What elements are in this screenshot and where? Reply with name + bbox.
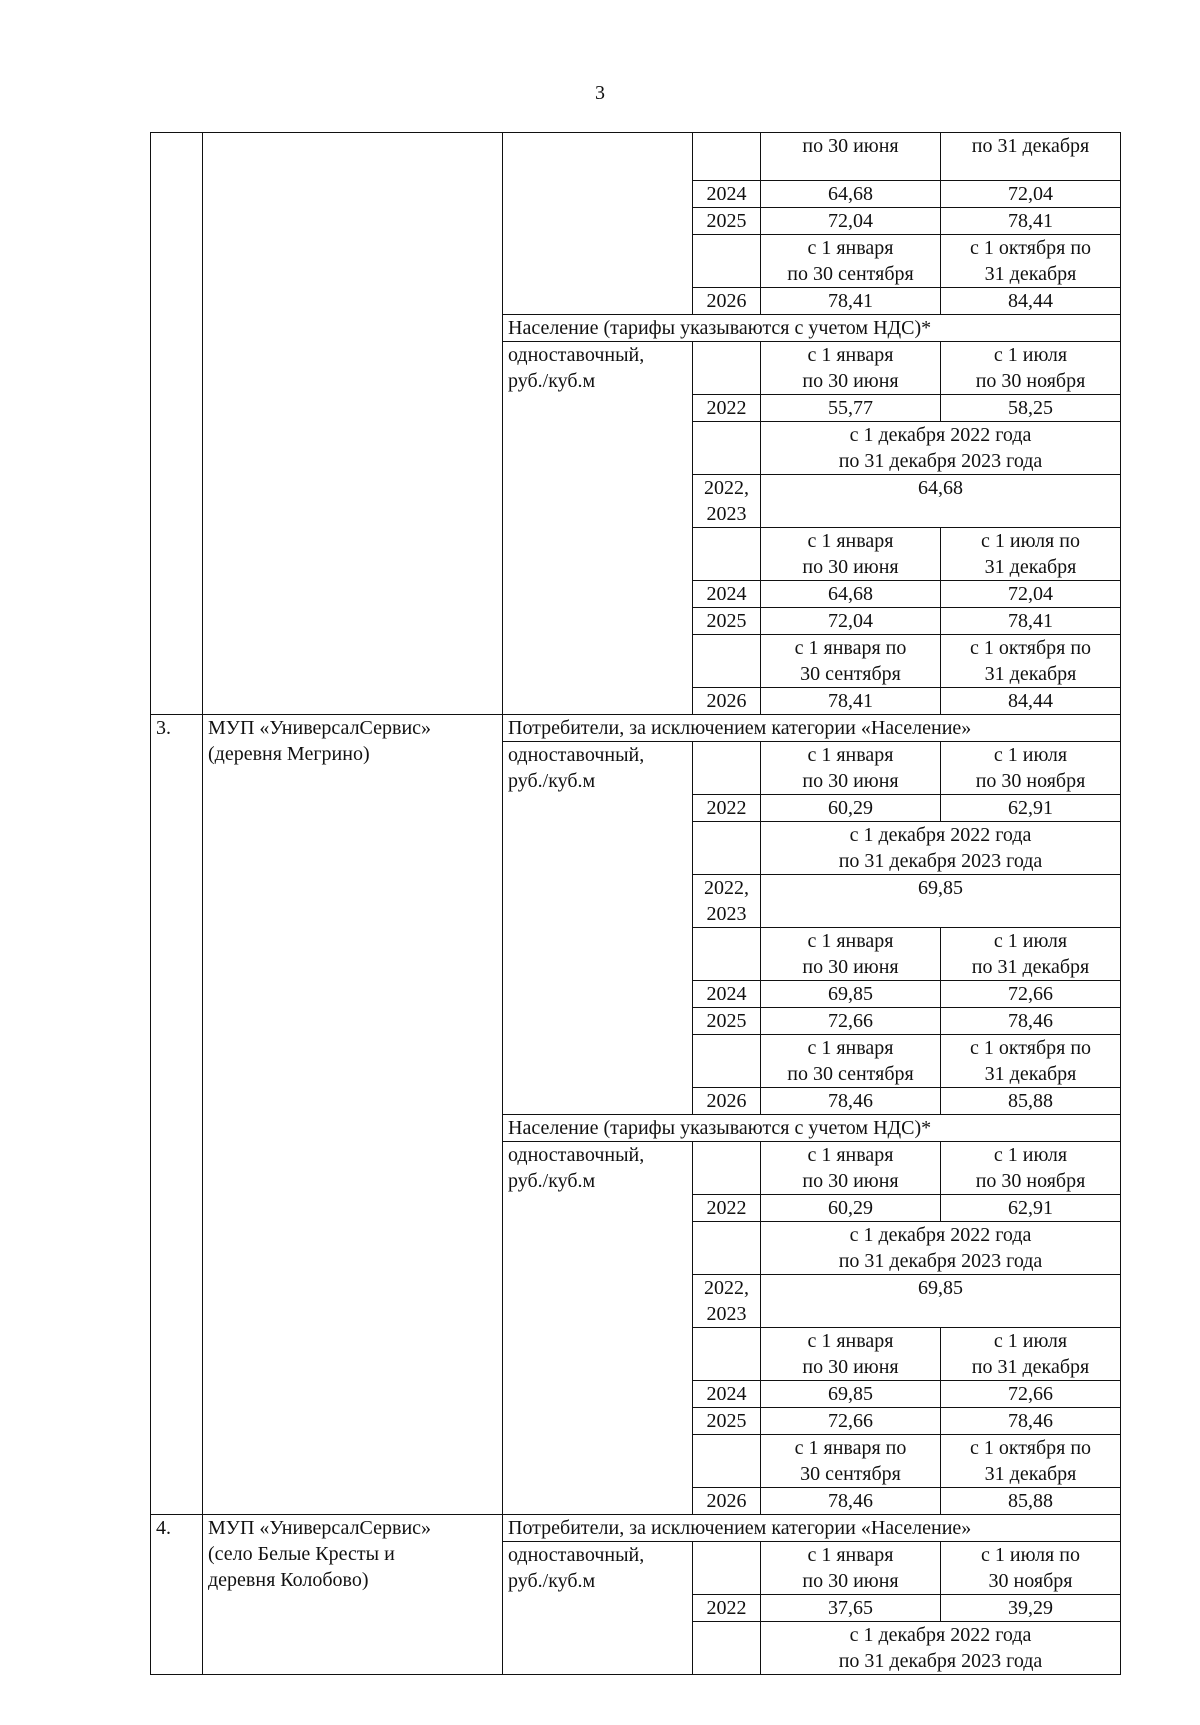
row-number: 4.	[151, 1515, 203, 1675]
tariff-value: 60,29	[761, 1195, 941, 1222]
tariff-value: 78,46	[941, 1408, 1121, 1435]
page-number: 3	[595, 82, 605, 104]
year-cell	[693, 742, 761, 795]
year-cell	[693, 1622, 761, 1675]
table-row	[151, 715, 1121, 742]
period-cell: по 30 июня	[761, 133, 941, 181]
period-cell: с 1 июля по 30 ноября	[941, 1542, 1121, 1595]
period-cell: с 1 июля по 30 ноября	[941, 342, 1121, 395]
year-cell	[693, 822, 761, 875]
year-cell	[693, 342, 761, 395]
year-cell: 2025	[693, 1008, 761, 1035]
period-cell: с 1 января по 30 июня	[761, 1542, 941, 1595]
year-cell	[693, 235, 761, 288]
year-cell: 2022	[693, 1195, 761, 1222]
year-cell	[693, 928, 761, 981]
year-cell	[693, 528, 761, 581]
tariff-value: 69,85	[761, 1381, 941, 1408]
tariff-value: 78,41	[941, 208, 1121, 235]
tariff-type: одноставочный, руб./куб.м	[503, 1142, 693, 1515]
year-cell: 2025	[693, 208, 761, 235]
year-cell: 2024	[693, 181, 761, 208]
organization-name	[203, 133, 503, 715]
tariff-value: 72,66	[941, 981, 1121, 1008]
category-heading: Потребители, за исключением категории «Население»	[503, 715, 1121, 742]
period-cell: с 1 января по 30 сентября	[761, 1035, 941, 1088]
tariff-value: 72,04	[941, 581, 1121, 608]
organization-name: МУП «УниверсалСервис» (деревня Мегрино)	[203, 715, 503, 1515]
year-cell	[693, 1328, 761, 1381]
tariff-value: 69,85	[761, 1275, 1121, 1328]
tariff-value: 72,04	[761, 208, 941, 235]
period-cell: с 1 декабря 2022 года по 31 декабря 2023 года	[761, 422, 1121, 475]
year-cell: 2024	[693, 1381, 761, 1408]
year-cell: 2022	[693, 395, 761, 422]
period-cell: с 1 января по 30 июня	[761, 528, 941, 581]
period-cell: с 1 декабря 2022 года по 31 декабря 2023 года	[761, 1222, 1121, 1275]
table-row	[151, 133, 1121, 181]
tariff-type	[503, 133, 693, 315]
year-cell	[693, 1542, 761, 1595]
period-cell: с 1 октября по 31 декабря	[941, 235, 1121, 288]
category-heading: Население (тарифы указываются с учетом НДС)*	[503, 1115, 1121, 1142]
tariff-value: 69,85	[761, 981, 941, 1008]
tariff-value: 62,91	[941, 795, 1121, 822]
tariff-type: одноставочный, руб./куб.м	[503, 742, 693, 1115]
year-cell	[693, 133, 761, 181]
period-cell: с 1 января по 30 июня	[761, 1328, 941, 1381]
year-cell: 2022, 2023	[693, 1275, 761, 1328]
period-cell: с 1 января по 30 июня	[761, 1142, 941, 1195]
year-cell: 2022	[693, 795, 761, 822]
tariff-value: 69,85	[761, 875, 1121, 928]
tariff-value: 72,04	[761, 608, 941, 635]
category-heading: Потребители, за исключением категории «Население»	[503, 1515, 1121, 1542]
tariff-value: 78,46	[941, 1008, 1121, 1035]
period-cell: с 1 января по 30 сентября	[761, 635, 941, 688]
period-cell: с 1 октября по 31 декабря	[941, 1035, 1121, 1088]
period-cell: с 1 октября по 31 декабря	[941, 1435, 1121, 1488]
year-cell: 2024	[693, 581, 761, 608]
tariff-type: одноставочный, руб./куб.м	[503, 1542, 693, 1675]
period-cell: с 1 января по 30 сентября	[761, 235, 941, 288]
organization-name: МУП «УниверсалСервис» (село Белые Кресты и деревня Колобово)	[203, 1515, 503, 1675]
tariff-type: одноставочный, руб./куб.м	[503, 342, 693, 715]
period-cell: с 1 декабря 2022 года по 31 декабря 2023 года	[761, 1622, 1121, 1675]
tariff-value: 72,66	[761, 1408, 941, 1435]
year-cell	[693, 1435, 761, 1488]
tariff-value: 85,88	[941, 1088, 1121, 1115]
year-cell: 2026	[693, 1088, 761, 1115]
year-cell: 2026	[693, 1488, 761, 1515]
tariff-value: 39,29	[941, 1595, 1121, 1622]
tariff-value: 64,68	[761, 475, 1121, 528]
year-cell: 2026	[693, 288, 761, 315]
tariff-value: 78,41	[761, 288, 941, 315]
tariff-value: 72,04	[941, 181, 1121, 208]
tariff-value: 78,46	[761, 1488, 941, 1515]
year-cell	[693, 1035, 761, 1088]
period-cell: с 1 июля по 31 декабря	[941, 1328, 1121, 1381]
tariff-value: 60,29	[761, 795, 941, 822]
year-cell	[693, 635, 761, 688]
tariff-value: 84,44	[941, 688, 1121, 715]
category-heading: Население (тарифы указываются с учетом НДС)*	[503, 315, 1121, 342]
tariff-value: 72,66	[941, 1381, 1121, 1408]
year-cell: 2022, 2023	[693, 875, 761, 928]
year-cell: 2026	[693, 688, 761, 715]
tariff-value: 78,46	[761, 1088, 941, 1115]
period-cell: по 31 декабря	[941, 133, 1121, 181]
tariff-value: 37,65	[761, 1595, 941, 1622]
period-cell: с 1 июля по 30 ноября	[941, 742, 1121, 795]
year-cell: 2022	[693, 1595, 761, 1622]
tariff-value: 64,68	[761, 581, 941, 608]
tariff-value: 55,77	[761, 395, 941, 422]
period-cell: с 1 октября по 31 декабря	[941, 635, 1121, 688]
year-cell: 2024	[693, 981, 761, 1008]
period-cell: с 1 января по 30 июня	[761, 928, 941, 981]
period-cell: с 1 июля по 31 декабря	[941, 528, 1121, 581]
year-cell: 2022, 2023	[693, 475, 761, 528]
year-cell	[693, 1222, 761, 1275]
period-cell: с 1 июля по 31 декабря	[941, 928, 1121, 981]
tariff-value: 78,41	[761, 688, 941, 715]
tariff-value: 58,25	[941, 395, 1121, 422]
period-cell: с 1 января по 30 сентября	[761, 1435, 941, 1488]
year-cell: 2025	[693, 1408, 761, 1435]
table-row	[151, 1515, 1121, 1542]
row-number	[151, 133, 203, 715]
tariff-value: 64,68	[761, 181, 941, 208]
tariff-value: 72,66	[761, 1008, 941, 1035]
period-cell: с 1 июля по 30 ноября	[941, 1142, 1121, 1195]
row-number: 3.	[151, 715, 203, 1515]
period-cell: с 1 декабря 2022 года по 31 декабря 2023 года	[761, 822, 1121, 875]
period-cell: с 1 января по 30 июня	[761, 742, 941, 795]
tariff-value: 62,91	[941, 1195, 1121, 1222]
period-cell: с 1 января по 30 июня	[761, 342, 941, 395]
tariff-value: 84,44	[941, 288, 1121, 315]
tariff-value: 78,41	[941, 608, 1121, 635]
year-cell	[693, 422, 761, 475]
year-cell: 2025	[693, 608, 761, 635]
tariff-value: 85,88	[941, 1488, 1121, 1515]
tariff-table	[150, 132, 1121, 1675]
year-cell	[693, 1142, 761, 1195]
